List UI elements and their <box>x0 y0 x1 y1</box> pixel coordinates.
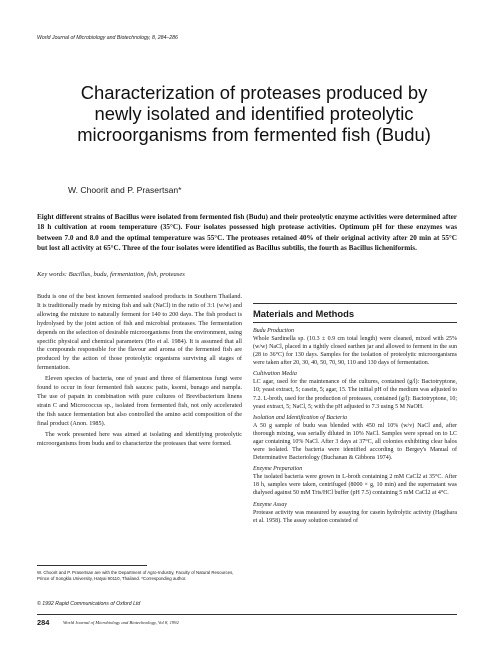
page-number: 284 <box>37 618 50 627</box>
section-rule-top <box>253 303 457 304</box>
introduction <box>37 293 242 561</box>
materials-methods <box>253 293 457 611</box>
authors: W. Choorit and P. Prasertsan* <box>68 185 182 195</box>
intro-paragraph: The work presented here was aimed at isolating and identifying proteolytic microorganisms from budu and to characterize the proteases that were formed. <box>37 430 242 447</box>
subsection-budu-production <box>253 327 457 367</box>
subsection-isolation <box>253 414 457 462</box>
subsection-text: LC agar, used for the maintenance of the cultures, contained (g/l): Bactotryptone, 10; yeast extract, 5; casein, 5; agar, 15. The initial pH of the medium was adjusted to 7.2. L-broth, used for the production of proteases, contained (g/l): Bactotryptone, 10; yeast extract, 5; NaCl, 5; with the pH adjusted to 7.3 using 5 M NaOH. <box>253 379 457 410</box>
subsection-heading: Enzyme Assay <box>253 501 288 508</box>
copyright-notice: © 1992 Rapid Communications of Oxford Ltd <box>37 601 141 607</box>
subsection-heading: Enzyme Preparation <box>253 466 303 473</box>
subsection-heading: Isolation and Identification of Bacteria <box>253 414 347 421</box>
article-title: Characterization of proteases produced by newly isolated and identified proteolytic microorganisms from fermented fish (Budu) <box>77 82 431 145</box>
abstract: Eight different strains of Bacillus were isolated from fermented fish (Budu) and their proteolytic enzyme activities were determined after 18 h cultivation at room temperature (35°C). Four isolates possessed high protease activities. Optimum pH for these enzymes was between 7.0 and 8.0 and the optimal temperature was 55°C. The proteases retained 40% of their original activity after 20 min at 55°C but lost all activity at 65°C. Three of the four isolates were identified as Bacillus subtilis, the fourth as Bacillus licheniformis. <box>37 213 457 253</box>
subsection-enzyme-assay <box>253 501 457 525</box>
footer-rule <box>37 614 457 615</box>
subsection-text: The isolated bacteria were grown in L-broth containing 2 mM CaCl2 at 35°C. After 18 h, samples were taken, centrifuged (8000 × g, 10 min) and the supernatant was dialysed against 50 mM Tris/HCl buffer (pH 7.5) containing 5 mM CaCl2 at 4°C. <box>253 474 457 497</box>
subsection-text: Protease activity was measured by assaying for casein hydrolytic activity (Hagihara et al. 1958). The assay solution consisted of <box>253 509 457 524</box>
subsection-heading: Cultivation Media <box>253 371 297 378</box>
subsection-cultivation-media <box>253 370 457 410</box>
footer-journal: World Journal of Microbiology and Biotechnology, Vol 8, 1992 <box>63 620 179 625</box>
footnote-divider <box>37 565 147 566</box>
subsection-text: A 50 g sample of budu was blended with 450 ml 10% (w/v) NaCl and, after thorough mixing, was serially diluted in 10% NaCl. Samples were spread on to LC agar containing 10% NaCl. After 3 days at 37°C, all colonies exhibiting clear halos were isolated. The bacteria were identified according to Bergey's Manual of Determinative Bacteriology (Buchanan & Gibbons 1974). <box>253 422 457 462</box>
intro-paragraph: Budu is one of the best known fermented seafood products in Southern Thailand. It is traditionally made by mixing fish and salt (NaCl) in the ratio of 3:1 (w/w) and allowing the mixture to naturally ferment for 140 to 200 days. The fish product is hydrolysed by the joint action of fish and microbial proteases. The fermentation depends on the selection of desirable microorganisms from the environment, using specific physical and chemical parameters (Ho et al. 1984). It is assumed that all the compounds responsible for the flavour and aroma of the fermented fish are produced by the action of those proteolytic organisms surviving all stages of fermentation. <box>37 293 242 372</box>
subsection-text: Whole Sardinella sp. (10.3 ± 0.9 cm total length) were cleaned, mixed with 25% (w/w) NaCl, placed in a tightly closed earthen jar and allowed to ferment in the sun (28 to 36°C) for 130 days. Samples for the isolation of proteolytic microorganisms were taken after 20, 30, 40, 50, 70, 90, 110 and 130 days of fermentation. <box>253 336 457 367</box>
subsection-enzyme-preparation <box>253 465 457 497</box>
journal-header: World Journal of Microbiology and Biotechnology, 8, 284–286 <box>37 35 178 41</box>
section-rule-bottom <box>253 322 457 323</box>
section-heading: Materials and Methods <box>253 308 355 319</box>
author-footnote: W. Choorit and P. Prasertsan are with the Department of Agro-Industry, Faculty of Natural Resources, Prince of Songkla University, Hatyai 90110, Thailand. *Corresponding author. <box>37 570 234 581</box>
subsection-heading: Budu Production <box>253 328 294 334</box>
keywords: Key words: Bacillus, budu, fermentation, fish, proteases <box>37 271 185 278</box>
intro-paragraph: Eleven species of bacteria, one of yeast and three of filamentous fungi were found to occur in four fermented fish sauces: patis, ksomi, bunago and nampla. The use of papain in combination with pure cultures of Brevibacterium linens strain C and Micrococcus sp., isolated from fermented fish, not only accelerated the fish sauce fermentation but also controlled the amino acid composition of the final product (Anon. 1985). <box>37 375 242 427</box>
